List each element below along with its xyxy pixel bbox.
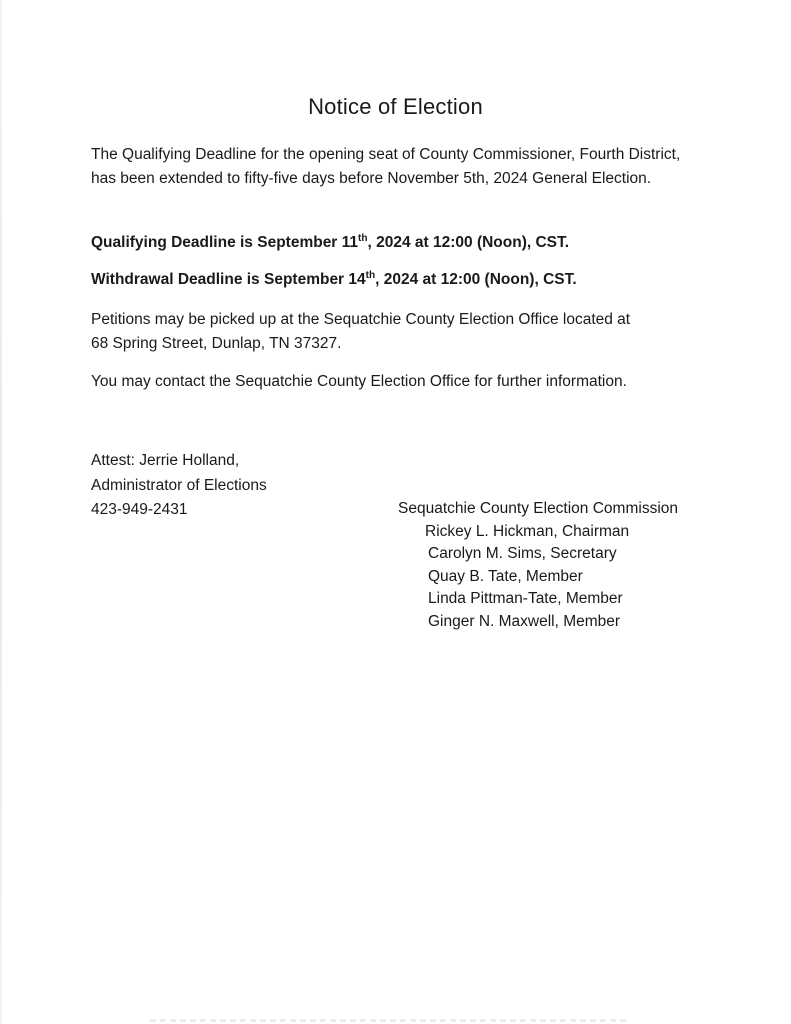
commission-member: Carolyn M. Sims, Secretary	[428, 545, 617, 562]
qualifying-ordinal: th	[358, 233, 368, 244]
scan-bottom-smudge	[150, 1019, 630, 1022]
withdrawal-deadline-text: Withdrawal Deadline is September 14	[91, 271, 366, 288]
intro-text: The Qualifying Deadline for the opening seat of County Commissioner, Fourth District, has been extended to fifty-five days before November 5th, 2024 General Election.	[91, 146, 681, 187]
commission-member: Rickey L. Hickman, Chairman	[425, 522, 630, 540]
commission-block	[398, 498, 678, 633]
commission-member: Quay B. Tate, Member	[428, 567, 583, 585]
page-title: Notice of Election	[308, 94, 483, 119]
petitions-line-1: Petitions may be picked up at the Sequatchie County Election Office located at	[91, 311, 631, 328]
petitions-line-2: 68 Spring Street, Dunlap, TN 37327.	[91, 335, 342, 352]
attest-block	[91, 449, 267, 523]
commission-heading: Sequatchie County Election Commission	[398, 500, 678, 517]
withdrawal-deadline	[91, 268, 691, 292]
qualifying-deadline-text: Qualifying Deadline is September 11	[91, 234, 359, 251]
scan-edge-mark	[0, 0, 2, 1024]
petitions-paragraph	[91, 308, 691, 356]
intro-paragraph	[91, 143, 691, 191]
attest-title: Administrator of Elections	[91, 476, 267, 494]
attest-phone: 423-949-2431	[91, 501, 188, 518]
commission-member: Linda Pittman-Tate, Member	[428, 590, 623, 607]
commission-member: Ginger N. Maxwell, Member	[428, 612, 621, 630]
contact-paragraph: You may contact the Sequatchie County Election Office for further information.	[91, 373, 627, 390]
withdrawal-deadline-rest: , 2024 at 12:00 (Noon), CST.	[375, 271, 577, 288]
qualifying-deadline-rest: , 2024 at 12:00 (Noon), CST.	[367, 234, 570, 251]
qualifying-deadline	[91, 231, 691, 255]
withdrawal-ordinal: th	[365, 270, 376, 281]
attest-name: Attest: Jerrie Holland,	[91, 452, 240, 469]
